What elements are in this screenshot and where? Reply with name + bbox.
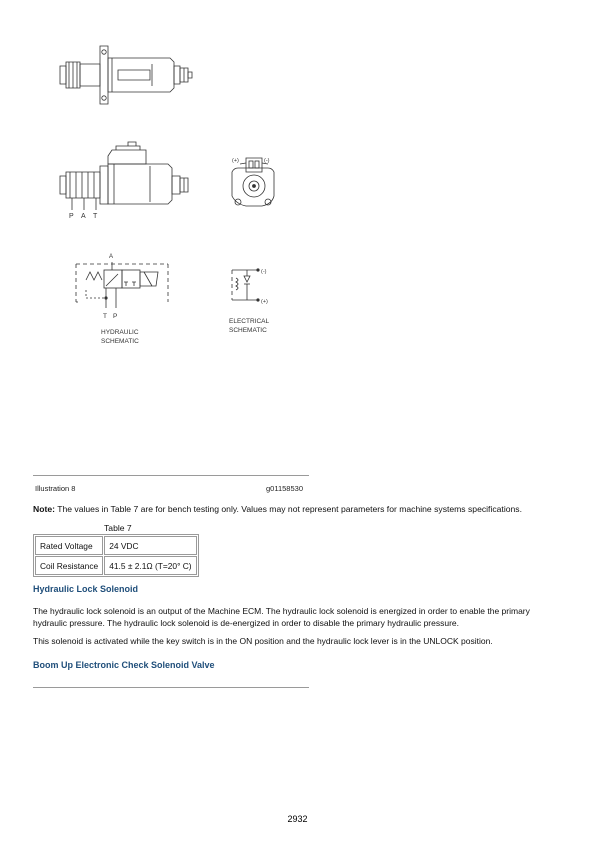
section-heading-hydraulic-lock: Hydraulic Lock Solenoid [33, 584, 139, 594]
hyd-title-2: SCHEMATIC [101, 338, 139, 345]
note-text: The values in Table 7 are for bench testing only. Values may not represent parameters for machine systems specifications. [54, 504, 522, 514]
table-cell: 41.5 ± 2.1Ω (T=20° C) [104, 556, 196, 575]
connector-plus-label: (+) [232, 158, 239, 164]
electrical-schematic [232, 269, 259, 301]
connector-end-view [232, 158, 274, 206]
table-row [35, 556, 197, 575]
table-cell: 24 VDC [104, 536, 196, 555]
table-cell: Coil Resistance [35, 556, 103, 575]
table-title: Table 7 [104, 523, 132, 533]
hydraulic-schematic [76, 262, 168, 308]
caption-rule-top [33, 475, 309, 476]
hyd-port-p: P [113, 313, 118, 320]
spec-table [33, 534, 199, 577]
solenoid-side-view-ports [60, 142, 188, 210]
table-cell: Rated Voltage [35, 536, 103, 555]
connector-minus-label: (-) [264, 158, 270, 164]
section-divider [33, 687, 309, 688]
table-row [35, 536, 197, 555]
section-paragraph: The hydraulic lock solenoid is an output of the Machine ECM. The hydraulic lock solenoid is energized in order to enable the primary hydraulic pressure. The hydraulic lock solenoid is de-energized in order to disable the primary hydraulic pressure. [33, 606, 530, 628]
hyd-port-a: A [109, 254, 114, 260]
note-label: Note: [33, 504, 55, 514]
hyd-port-t: T [103, 313, 107, 320]
port-label-a: A [81, 213, 86, 220]
illustration-code: g01158530 [266, 484, 303, 493]
port-label-t: T [93, 213, 98, 220]
elec-title-2: SCHEMATIC [229, 327, 267, 334]
section-heading-boom-up: Boom Up Electronic Check Solenoid Valve [33, 660, 215, 670]
solenoid-side-view-top [60, 46, 192, 104]
port-label-p: P [69, 213, 74, 220]
bench-test-note [33, 504, 573, 514]
hyd-title-1: HYDRAULIC [101, 329, 139, 336]
elec-neg-label: (-) [261, 269, 267, 275]
illustration-caption: Illustration 8 [35, 484, 76, 493]
elec-title-1: ELECTRICAL [229, 318, 270, 325]
elec-pos-label: (+) [261, 299, 268, 305]
page-number: 2932 [287, 814, 308, 824]
section-paragraph: This solenoid is activated while the key switch is in the ON position and the hydraulic lock lever is in the UNLOCK position. [33, 636, 493, 646]
